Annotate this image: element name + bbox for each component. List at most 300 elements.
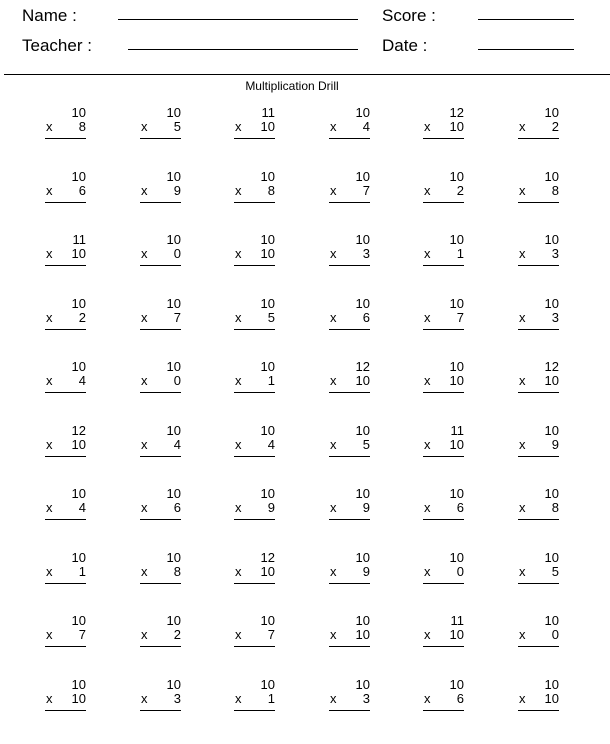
problem [330,106,370,146]
problem-multiplicand: 10 [166,550,181,565]
multiply-operator: x [330,500,337,515]
worksheet-title: Multiplication Drill [245,79,339,93]
problem-multiplier: 2 [78,310,86,325]
multiply-operator: x [235,310,242,325]
problem-multiplier: 1 [267,691,275,706]
problem [141,360,181,400]
problem-multiplier: 8 [267,183,275,198]
answer-line[interactable] [423,265,464,266]
problem-multiplier: 2 [173,627,181,642]
problem-multiplicand: 10 [71,296,86,311]
multiply-operator: x [330,310,337,325]
problem [235,360,275,400]
problem-multiplier: 5 [362,437,370,452]
problem-multiplicand: 10 [260,169,275,184]
problem-multiplicand: 11 [450,423,464,438]
teacher-field[interactable] [128,49,358,50]
multiply-operator: x [141,246,148,261]
answer-line[interactable] [140,202,181,203]
multiply-operator: x [235,627,242,642]
multiply-operator: x [519,373,526,388]
answer-line[interactable] [329,392,370,393]
problem-multiplicand: 10 [449,169,464,184]
problem-multiplier: 3 [362,246,370,261]
answer-line[interactable] [140,329,181,330]
answer-line[interactable] [423,583,464,584]
multiply-operator: x [519,564,526,579]
problem-multiplier: 0 [173,246,181,261]
problem-multiplicand: 10 [71,677,86,692]
problem-multiplicand: 10 [166,105,181,120]
problem [519,551,559,591]
problem-multiplicand: 10 [71,169,86,184]
multiply-operator: x [235,691,242,706]
multiply-operator: x [330,437,337,452]
problem-multiplicand: 12 [260,550,275,565]
problem [519,297,559,337]
multiply-operator: x [519,500,526,515]
problem [235,551,275,591]
problem [330,487,370,527]
problem-multiplier: 9 [551,437,559,452]
problem [46,360,86,400]
multiply-operator: x [235,437,242,452]
problem-multiplicand: 10 [355,423,370,438]
answer-line[interactable] [45,646,86,647]
answer-line[interactable] [140,265,181,266]
problem-multiplier: 9 [173,183,181,198]
problem-multiplicand: 10 [544,423,559,438]
problem [424,678,464,718]
answer-line[interactable] [518,456,559,457]
answer-line[interactable] [423,710,464,711]
header-divider [4,74,610,75]
problem [46,487,86,527]
problem-multiplier: 3 [551,246,559,261]
answer-line[interactable] [518,202,559,203]
answer-line[interactable] [140,138,181,139]
multiply-operator: x [424,119,431,134]
problem [424,170,464,210]
problem-multiplier: 9 [267,500,275,515]
multiply-operator: x [46,627,53,642]
problem-multiplicand: 12 [544,359,559,374]
answer-line[interactable] [234,583,275,584]
multiply-operator: x [235,246,242,261]
multiply-operator: x [141,564,148,579]
multiply-operator: x [141,691,148,706]
answer-line[interactable] [329,710,370,711]
multiply-operator: x [46,119,53,134]
problem [141,233,181,273]
problem-multiplicand: 10 [260,486,275,501]
problem [141,170,181,210]
answer-line[interactable] [140,392,181,393]
answer-line[interactable] [329,202,370,203]
problem-multiplier: 10 [71,437,86,452]
answer-line[interactable] [45,583,86,584]
name-label: Name : [22,6,77,25]
multiply-operator: x [424,246,431,261]
multiply-operator: x [424,437,431,452]
multiply-operator: x [46,183,53,198]
problem-multiplier: 4 [78,373,86,388]
problem-multiplier: 4 [173,437,181,452]
problem-multiplicand: 10 [71,486,86,501]
problem [519,233,559,273]
problem-multiplicand: 10 [449,359,464,374]
problem [330,614,370,654]
answer-line[interactable] [423,138,464,139]
problem-multiplier: 10 [544,691,559,706]
multiply-operator: x [330,627,337,642]
problem-multiplicand: 12 [355,359,370,374]
problem-multiplier: 5 [267,310,275,325]
answer-line[interactable] [423,329,464,330]
problem [141,614,181,654]
problem [330,360,370,400]
date-field[interactable] [478,49,574,50]
multiply-operator: x [141,373,148,388]
answer-line[interactable] [140,710,181,711]
answer-line[interactable] [234,392,275,393]
multiply-operator: x [424,373,431,388]
multiply-operator: x [46,310,53,325]
problem-multiplier: 10 [449,119,464,134]
problem-multiplier: 8 [551,183,559,198]
problem-multiplicand: 10 [71,105,86,120]
multiply-operator: x [141,119,148,134]
problem-multiplier: 6 [78,183,86,198]
answer-line[interactable] [329,329,370,330]
answer-line[interactable] [234,138,275,139]
problem-multiplicand: 10 [71,613,86,628]
problem [141,551,181,591]
problem-multiplicand: 10 [260,232,275,247]
problem-multiplier: 2 [456,183,464,198]
problem [46,297,86,337]
problem [519,360,559,400]
problem-multiplier: 10 [355,627,370,642]
answer-line[interactable] [45,710,86,711]
answer-line[interactable] [140,456,181,457]
problem [424,424,464,464]
problem-multiplicand: 11 [450,613,464,628]
problem-multiplicand: 10 [71,550,86,565]
answer-line[interactable] [329,265,370,266]
multiply-operator: x [330,246,337,261]
multiply-operator: x [46,246,53,261]
multiply-operator: x [424,627,431,642]
multiply-operator: x [519,691,526,706]
multiply-operator: x [141,310,148,325]
multiply-operator: x [519,437,526,452]
problem-multiplicand: 10 [355,169,370,184]
problem [330,678,370,718]
multiply-operator: x [46,564,53,579]
problem-multiplicand: 10 [544,232,559,247]
problem [330,424,370,464]
problem [424,360,464,400]
multiply-operator: x [330,119,337,134]
problem [235,297,275,337]
problem-multiplier: 10 [544,373,559,388]
problem-multiplier: 4 [267,437,275,452]
problem [46,551,86,591]
problem [46,170,86,210]
multiply-operator: x [330,183,337,198]
problem-multiplier: 10 [260,119,275,134]
answer-line[interactable] [329,456,370,457]
problem-multiplicand: 10 [355,105,370,120]
problem-multiplier: 4 [78,500,86,515]
date-label: Date : [382,36,428,55]
problem-multiplicand: 10 [355,486,370,501]
multiply-operator: x [235,183,242,198]
teacher-label: Teacher : [22,36,92,55]
answer-line[interactable] [329,519,370,520]
multiply-operator: x [519,119,526,134]
problem-multiplicand: 10 [544,486,559,501]
answer-line[interactable] [234,456,275,457]
problem-multiplicand: 10 [544,105,559,120]
problem-multiplicand: 10 [355,613,370,628]
problem [141,106,181,146]
problem-multiplicand: 10 [166,423,181,438]
multiply-operator: x [424,310,431,325]
problem [141,424,181,464]
answer-line[interactable] [423,519,464,520]
problem-multiplicand: 10 [449,550,464,565]
problem-multiplicand: 10 [166,613,181,628]
problem [330,170,370,210]
worksheet-header [0,0,610,76]
problem [46,233,86,273]
answer-line[interactable] [45,456,86,457]
problem-multiplier: 0 [173,373,181,388]
problem-multiplier: 10 [71,246,86,261]
multiply-operator: x [330,564,337,579]
problem [235,106,275,146]
problem [235,678,275,718]
answer-line[interactable] [518,646,559,647]
problem-multiplicand: 10 [355,677,370,692]
answer-line[interactable] [234,710,275,711]
problem-multiplier: 3 [551,310,559,325]
answer-line[interactable] [518,710,559,711]
multiply-operator: x [46,691,53,706]
problem-multiplicand: 10 [166,677,181,692]
problem [519,487,559,527]
problem-multiplier: 8 [173,564,181,579]
problem-multiplicand: 10 [71,359,86,374]
answer-line[interactable] [234,646,275,647]
problem [424,487,464,527]
problem-multiplicand: 10 [260,359,275,374]
multiply-operator: x [519,246,526,261]
problem-multiplier: 5 [173,119,181,134]
answer-line[interactable] [518,392,559,393]
problem-multiplicand: 10 [544,613,559,628]
problem-multiplier: 1 [267,373,275,388]
problem-multiplicand: 10 [166,359,181,374]
multiply-operator: x [46,437,53,452]
answer-line[interactable] [329,646,370,647]
problem-multiplicand: 10 [166,296,181,311]
answer-line[interactable] [234,202,275,203]
problem-multiplier: 10 [71,691,86,706]
problem-multiplier: 1 [456,246,464,261]
multiply-operator: x [330,691,337,706]
multiply-operator: x [235,119,242,134]
score-field[interactable] [478,19,574,20]
problem-multiplicand: 10 [449,486,464,501]
answer-line[interactable] [45,392,86,393]
problem-multiplier: 3 [362,691,370,706]
problem [46,106,86,146]
problem [235,233,275,273]
answer-line[interactable] [45,138,86,139]
problem-multiplier: 10 [260,246,275,261]
problem-multiplier: 10 [449,373,464,388]
problem [519,678,559,718]
problem [519,614,559,654]
problem-multiplicand: 10 [449,232,464,247]
problem-multiplicand: 10 [449,296,464,311]
problem-multiplier: 0 [456,564,464,579]
answer-line[interactable] [518,265,559,266]
problem [519,170,559,210]
multiply-operator: x [424,691,431,706]
problem-multiplicand: 10 [449,677,464,692]
multiply-operator: x [424,564,431,579]
problem-multiplier: 10 [449,437,464,452]
problem-multiplicand: 10 [355,232,370,247]
multiply-operator: x [519,310,526,325]
problem-multiplicand: 10 [355,296,370,311]
answer-line[interactable] [234,265,275,266]
problem-multiplier: 10 [260,564,275,579]
answer-line[interactable] [45,265,86,266]
problem-multiplier: 4 [362,119,370,134]
problem-multiplicand: 10 [260,613,275,628]
answer-line[interactable] [329,583,370,584]
problem-multiplicand: 10 [260,423,275,438]
problem-multiplicand: 11 [72,232,86,247]
answer-line[interactable] [423,392,464,393]
answer-line[interactable] [234,519,275,520]
problem [330,233,370,273]
answer-line[interactable] [423,646,464,647]
problem [424,106,464,146]
answer-line[interactable] [518,138,559,139]
answer-line[interactable] [45,329,86,330]
problem [330,297,370,337]
multiply-operator: x [141,627,148,642]
problem [235,424,275,464]
problem-multiplier: 6 [362,310,370,325]
problem [141,487,181,527]
problem-multiplier: 10 [355,373,370,388]
problem [141,678,181,718]
multiply-operator: x [46,500,53,515]
multiply-operator: x [141,437,148,452]
answer-line[interactable] [140,646,181,647]
answer-line[interactable] [423,202,464,203]
problem-multiplicand: 10 [355,550,370,565]
multiply-operator: x [141,500,148,515]
problem [330,551,370,591]
problem-multiplier: 7 [173,310,181,325]
problem-multiplier: 8 [551,500,559,515]
problem-multiplier: 6 [456,691,464,706]
answer-line[interactable] [518,583,559,584]
answer-line[interactable] [329,138,370,139]
answer-line[interactable] [234,329,275,330]
problem-multiplicand: 10 [544,677,559,692]
answer-line[interactable] [140,583,181,584]
multiply-operator: x [141,183,148,198]
problem-multiplier: 8 [78,119,86,134]
problem [46,614,86,654]
answer-line[interactable] [45,202,86,203]
problem-multiplicand: 10 [544,296,559,311]
problem [235,487,275,527]
problem [46,424,86,464]
multiply-operator: x [46,373,53,388]
problem-multiplier: 3 [173,691,181,706]
problem [235,170,275,210]
score-label: Score : [382,6,436,25]
problem-multiplier: 7 [456,310,464,325]
problem-multiplier: 6 [173,500,181,515]
problem-multiplier: 9 [362,500,370,515]
problem-multiplicand: 10 [544,169,559,184]
answer-line[interactable] [423,456,464,457]
answer-line[interactable] [518,519,559,520]
problem-multiplicand: 10 [166,486,181,501]
problem [235,614,275,654]
answer-line[interactable] [518,329,559,330]
problem-multiplier: 7 [78,627,86,642]
problem [46,678,86,718]
multiply-operator: x [424,183,431,198]
problem [424,551,464,591]
problem-multiplicand: 10 [544,550,559,565]
answer-line[interactable] [45,519,86,520]
problem-multiplicand: 10 [260,296,275,311]
problem-multiplicand: 11 [261,105,275,120]
problem-multiplicand: 12 [449,105,464,120]
multiply-operator: x [330,373,337,388]
problem-multiplier: 5 [551,564,559,579]
answer-line[interactable] [140,519,181,520]
multiply-operator: x [519,627,526,642]
problem-multiplicand: 10 [260,677,275,692]
problem [519,106,559,146]
name-field[interactable] [118,19,358,20]
problem-multiplier: 7 [267,627,275,642]
problem [424,233,464,273]
multiply-operator: x [519,183,526,198]
multiply-operator: x [235,500,242,515]
problem-multiplier: 10 [449,627,464,642]
problem-multiplier: 9 [362,564,370,579]
problem-multiplier: 6 [456,500,464,515]
problem [424,614,464,654]
multiply-operator: x [235,564,242,579]
problem-multiplier: 0 [551,627,559,642]
